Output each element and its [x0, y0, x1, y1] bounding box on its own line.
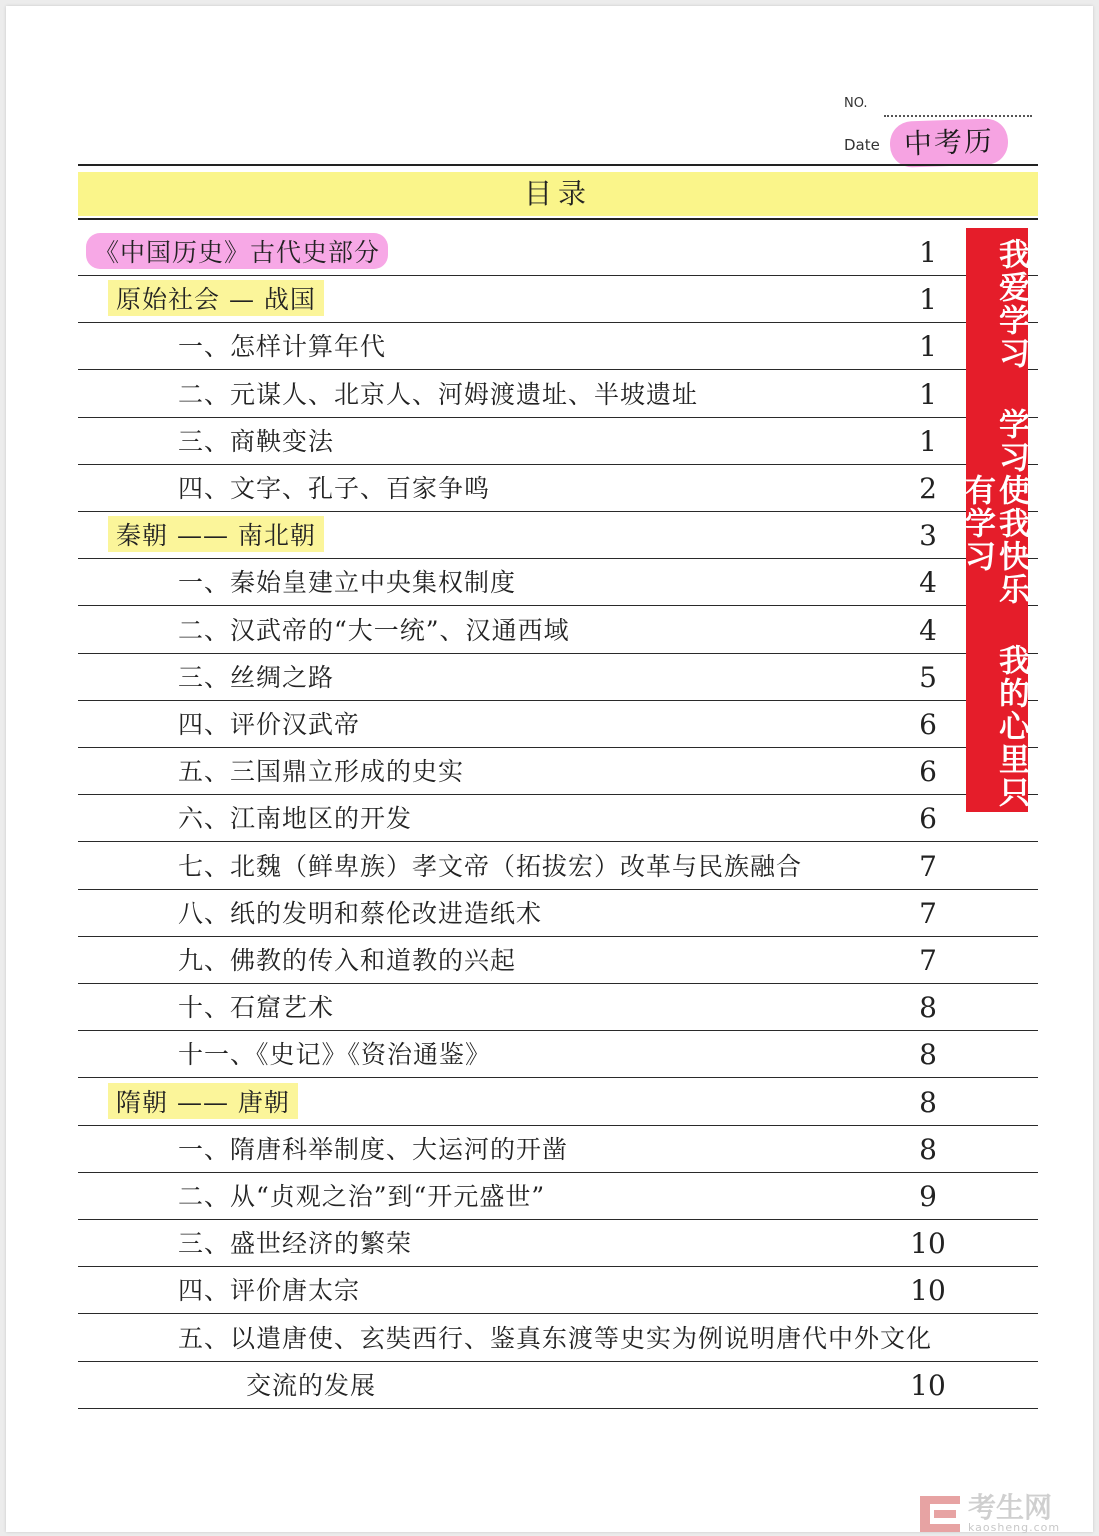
- toc-entry-label: 六、江南地区的开发: [178, 804, 413, 834]
- toc-entry-page: 7: [919, 944, 937, 977]
- title-bottom-rule: [78, 218, 1038, 220]
- toc-entry-label: 十一、《史记》《资治通鉴》: [178, 1040, 492, 1070]
- toc-entry-page: 8: [919, 991, 937, 1025]
- toc-entry-page: 8: [919, 1132, 937, 1166]
- toc-row: [78, 1361, 1038, 1409]
- toc-entry-label: 四、评价唐太宗: [178, 1276, 361, 1306]
- toc-entry-page: 8: [919, 1085, 937, 1119]
- toc-row: [78, 511, 1038, 559]
- toc-row: [78, 322, 1038, 370]
- toc-entry-page: 4: [919, 566, 937, 600]
- watermark: [920, 1491, 1061, 1534]
- toc-entry-page: 3: [919, 519, 937, 553]
- toc-entry-page: 1: [919, 236, 937, 269]
- toc-entry-label: 十、石窟艺术: [178, 993, 335, 1023]
- toc-entry-label: 二、汉武帝的“大一统”、汉通西域: [178, 615, 570, 645]
- toc-entry-label: 一、秦始皇建立中央集权制度: [178, 568, 517, 598]
- toc-entry-label: 秦朝 —— 南北朝: [108, 516, 324, 552]
- toc-row: [78, 1172, 1038, 1220]
- toc-row: [78, 606, 1038, 654]
- toc-entry-page: 10: [910, 1368, 946, 1402]
- toc-row: [78, 842, 1038, 890]
- toc-row: [78, 1078, 1038, 1126]
- toc-row: [78, 1314, 1038, 1362]
- toc-entry-label: 二、元谋人、北京人、河姆渡遗址、半坡遗址: [178, 379, 699, 409]
- toc-entry-label: 交流的发展: [246, 1370, 377, 1400]
- toc-row: [78, 1219, 1038, 1267]
- toc-row: [78, 464, 1038, 512]
- toc-entry-label: 九、佛教的传入和道教的兴起: [178, 946, 517, 975]
- toc-entry-page: 2: [919, 472, 937, 505]
- toc-entry-label: 四、文字、孔子、百家争鸣: [178, 474, 491, 503]
- toc-row: [78, 370, 1038, 418]
- toc-entry-page: 1: [919, 283, 937, 317]
- title-top-rule: [78, 164, 1038, 166]
- toc-entry-label: 三、丝绸之路: [178, 662, 335, 692]
- toc-entry-label: 五、三国鼎立形成的史实: [178, 757, 465, 787]
- toc-row: [78, 1266, 1038, 1314]
- toc-row: [78, 653, 1038, 701]
- toc-entry-label: 三、盛世经济的繁荣: [178, 1229, 413, 1259]
- toc-entry-page: 1: [919, 330, 937, 364]
- toc-row: [78, 983, 1038, 1031]
- toc-entry-label: 原始社会 — 战国: [108, 280, 324, 316]
- toc-row: [78, 558, 1038, 606]
- watermark-cn: 考生网: [968, 1491, 1053, 1524]
- toc-row: [78, 889, 1038, 937]
- subject-stamp: 中考历史: [889, 118, 1009, 168]
- no-field-line: [884, 115, 1032, 117]
- motto-banner: 我爱学习 学习使我快乐 我的心里只有学习: [966, 228, 1028, 812]
- toc-entry-page: 6: [919, 755, 937, 789]
- watermark-en: kaosheng.com: [968, 1521, 1061, 1534]
- watermark-logo-icon: [920, 1496, 960, 1532]
- toc-entry-page: 4: [919, 613, 937, 647]
- toc-entry-label: 七、北魏（鲜卑族）孝文帝（拓拔宏）改革与民族融合: [178, 851, 803, 881]
- toc-row: [78, 700, 1038, 748]
- toc-row: [78, 936, 1038, 984]
- notebook-page: [6, 6, 1093, 1532]
- toc-entry-page: 1: [919, 377, 937, 411]
- toc-row: [78, 417, 1038, 465]
- toc-entry-label: 二、从“贞观之治”到“开元盛世”: [178, 1182, 546, 1211]
- toc-entry-page: 7: [919, 896, 937, 930]
- page-title: 目录: [523, 177, 592, 210]
- toc-row: [78, 1125, 1038, 1173]
- toc-entry-page: 1: [919, 424, 937, 458]
- toc-row: [78, 794, 1038, 842]
- toc-entry-label: 八、纸的发明和蔡伦改进造纸术: [178, 898, 543, 928]
- toc-row: [78, 228, 1038, 276]
- toc-entry-page: 10: [910, 1227, 946, 1261]
- toc-entry-label: 《中国历史》古代史部分: [86, 233, 388, 269]
- toc-entry-label: 三、商鞅变法: [178, 426, 335, 456]
- toc-entry-page: 6: [919, 802, 937, 836]
- toc-entry-label: 一、怎样计算年代: [178, 332, 387, 362]
- toc-entry-label: 四、评价汉武帝: [178, 710, 361, 739]
- toc-entry-label: 五、以遣唐使、玄奘西行、鉴真东渡等史实为例说明唐代中外文化: [178, 1323, 933, 1353]
- toc-row: [78, 275, 1038, 323]
- toc-row: [78, 747, 1038, 795]
- no-label: NO.: [844, 96, 868, 111]
- toc-entry-page: 8: [919, 1038, 937, 1072]
- toc-entry-page: 7: [919, 849, 937, 883]
- toc-entry-page: 10: [910, 1274, 946, 1308]
- date-label: Date: [844, 136, 880, 154]
- toc-row: [78, 1030, 1038, 1078]
- toc-entry-label: 隋朝 —— 唐朝: [108, 1083, 298, 1119]
- toc-entry-page: 5: [919, 660, 937, 694]
- toc-entry-page: 6: [919, 708, 937, 741]
- toc-entry-label: 一、隋唐科举制度、大运河的开凿: [178, 1134, 569, 1164]
- toc-entry-page: 9: [919, 1180, 937, 1213]
